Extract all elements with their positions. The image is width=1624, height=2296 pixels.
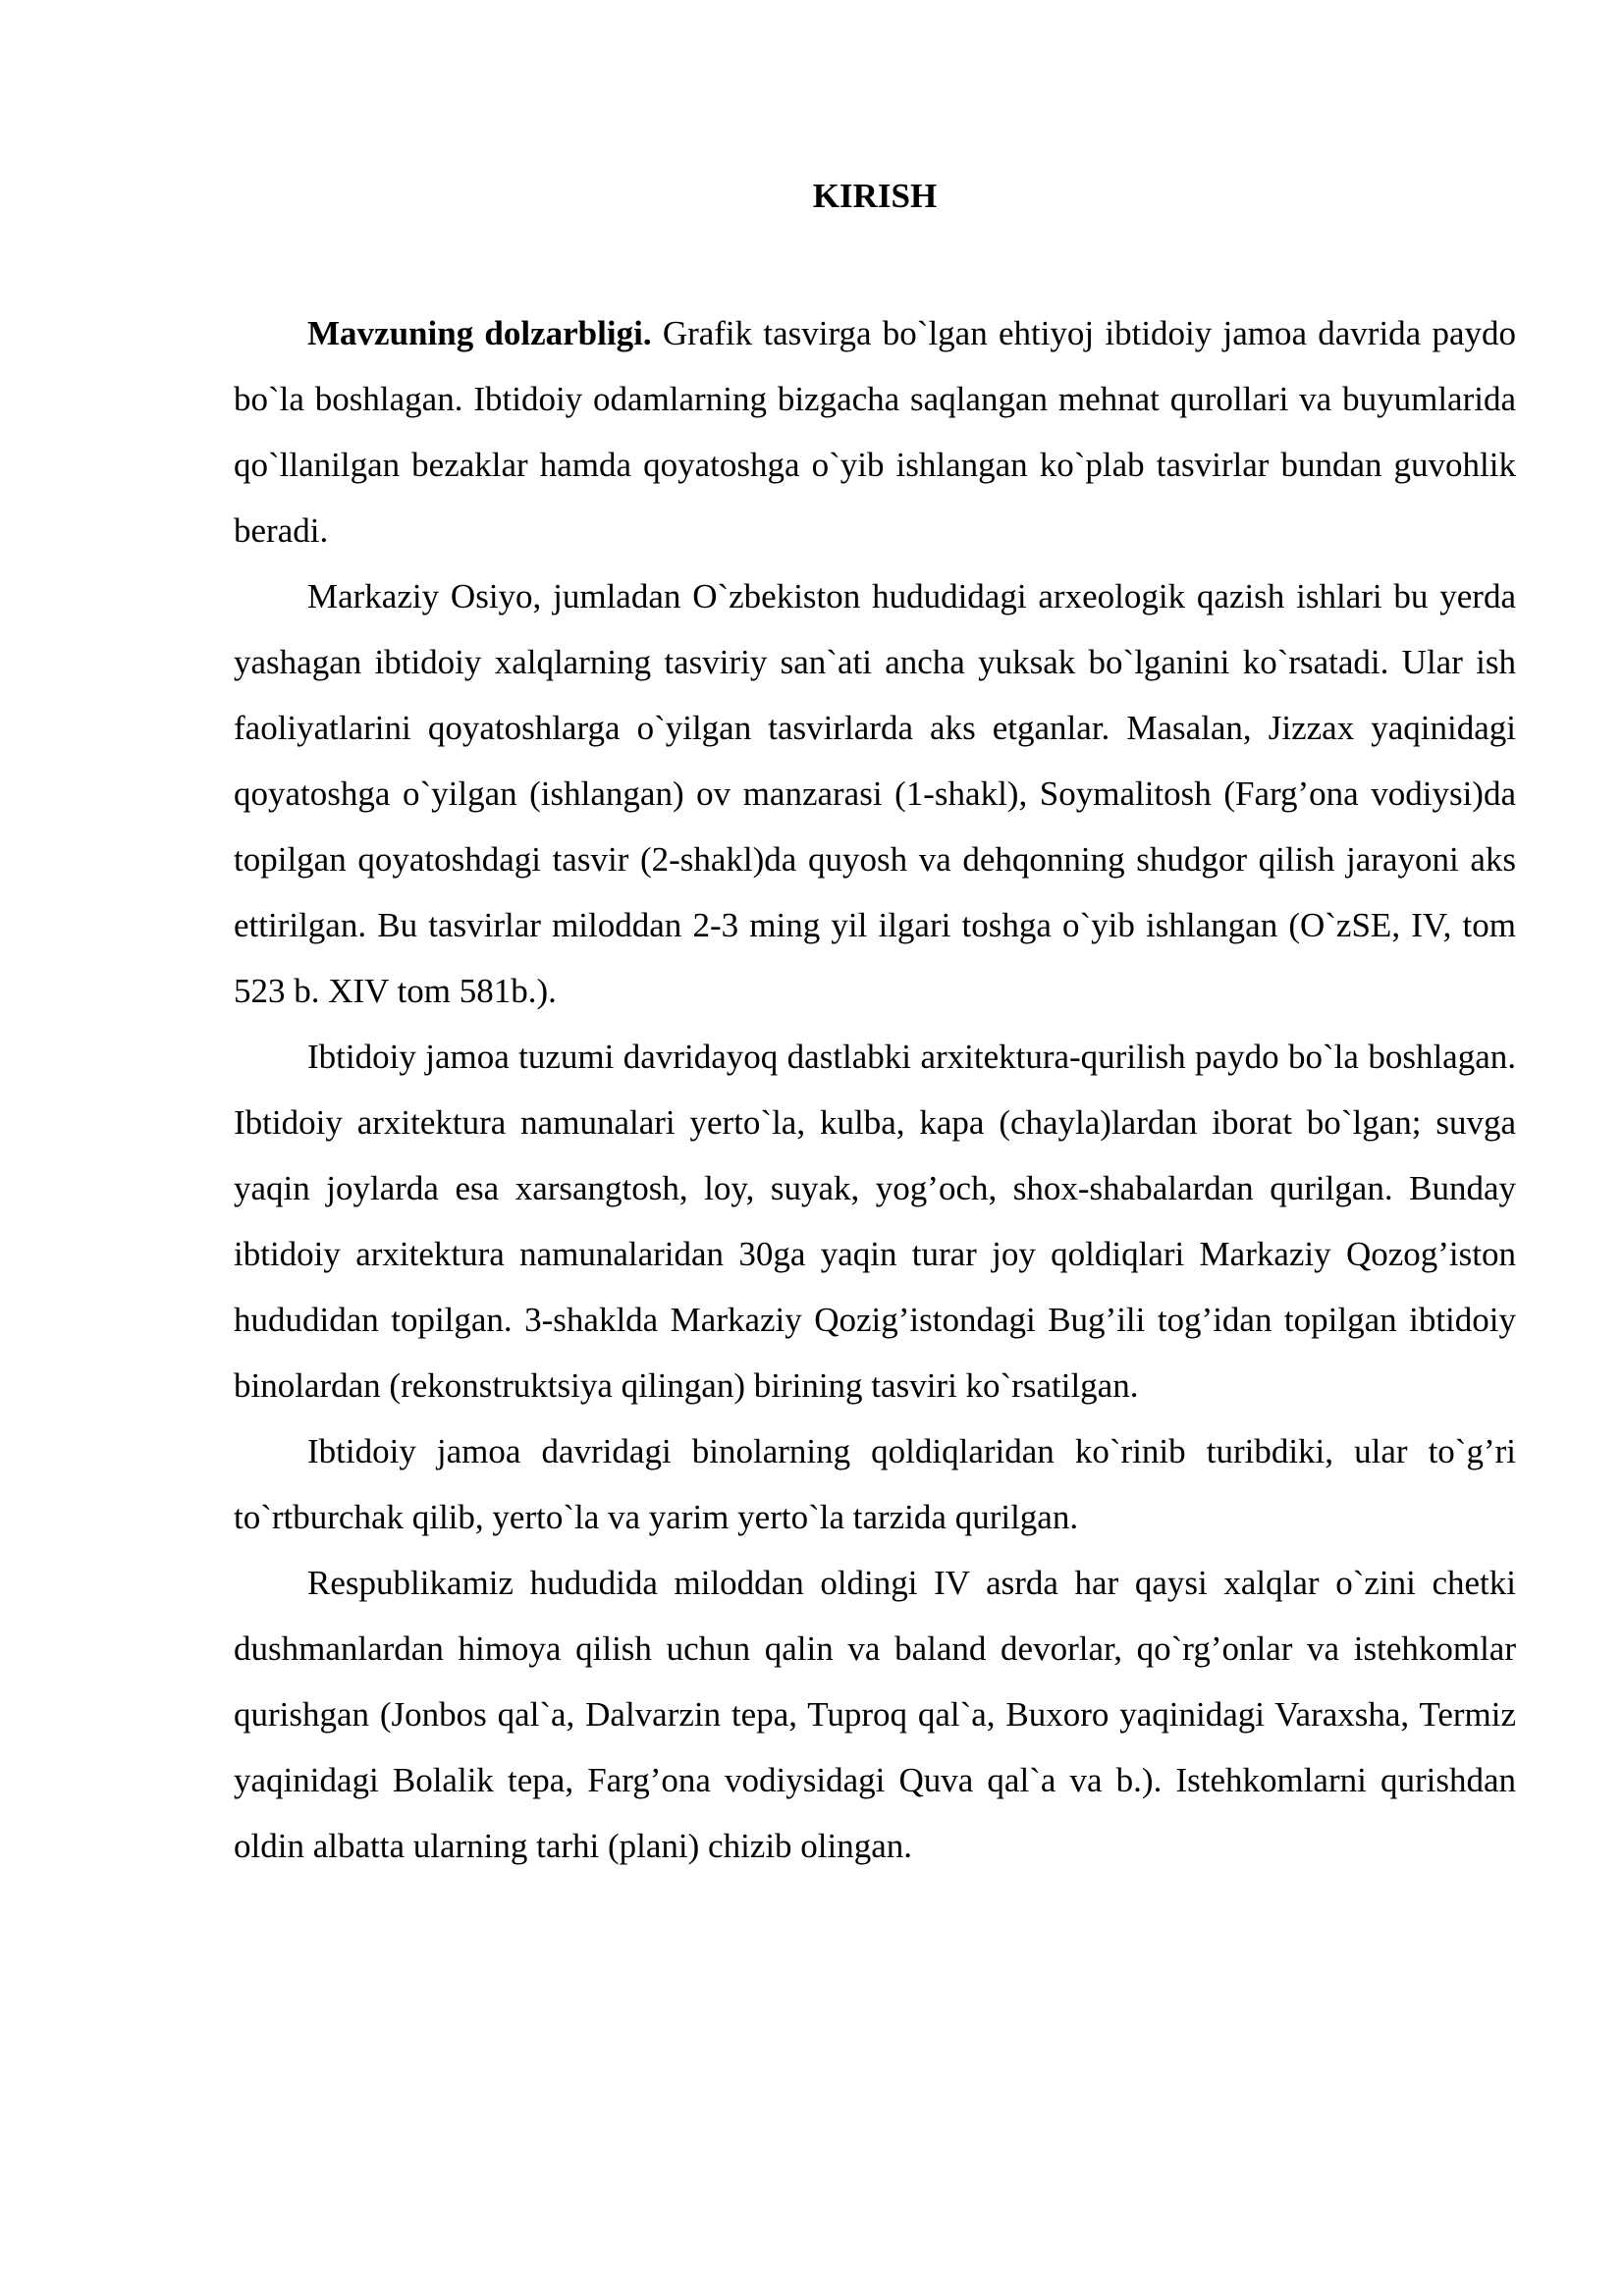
paragraph-lead: Mavzuning dolzarbligi. <box>307 314 652 352</box>
paragraph-buildings: Ibtidoiy jamoa davridagi binolarning qoldiqlaridan ko`rinib turibdiki, ular to`g’ri to`rtburchak qilib, yerto`la va yarim yerto`la tarzida qurilgan. <box>234 1432 1516 1536</box>
paragraph-central-asia: Markaziy Osiyo, jumladan O`zbekiston hududidagi arxeologik qazish ishlari bu yerda yashagan ibtidoiy xalqlarning tasviriy san`ati ancha yuksak bo`lganini ko`rsatadi. Ular ish faoliyatlarini qoyatoshlarga o`yilgan tasvirlarda aks etganlar. Masalan, Jizzax yaqinidagi qoyatoshga o`yilgan (ishlangan) ov manzarasi (1-shakl), Soymalitosh (Farg’ona vodiysi)da topilgan qoyatoshdagi tasvir (2-shakl)da quyosh va dehqonning shudgor qilish jarayoni aks ettirilgan. Bu tasvirlar miloddan 2-3 ming yil ilgari toshga o`yib ishlangan (O`zSE, IV, tom 523 b. XIV tom 581b.). <box>234 577 1516 1010</box>
paragraph-fortifications: Respublikamiz hududida miloddan oldingi IV asrda har qaysi xalqlar o`zini chetki dushmanlardan himoya qilish uchun qalin va baland devorlar, qo`rg’onlar va istehkomlar qurishgan (Jonbos qal`a, Dalvarzin tepa, Tuproq qal`a, Buxoro yaqinidagi Varaxsha, Termiz yaqinidagi Bolalik tepa, Farg’ona vodiysidagi Quva qal`a va b.). Istehkomlarni qurishdan oldin albatta ularning tarhi (plani) chizib olingan. <box>234 1564 1516 1865</box>
paragraph-architecture: Ibtidoiy jamoa tuzumi davridayoq dastlabki arxitektura-qurilish paydo bo`la boshlagan. Ibtidoiy arxitektura namunalari yerto`la, kulba, kapa (chayla)lardan iborat bo`lgan; suvga yaqin joylarda esa xarsangtosh, loy, suyak, yog’och, shox-shabalardan qurilgan. Bunday ibtidoiy arxitektura namunalaridan 30ga yaqin turar joy qoldiqlari Markaziy Qozog’iston hududidan topilgan. 3-shaklda Markaziy Qozig’istondagi Bug’ili tog’idan topilgan ibtidoiy binolardan (rekonstruktsiya qilingan) birining tasviri ko`rsatilgan. <box>234 1038 1516 1405</box>
paragraph-text: Grafik tasvirga bo`lgan ehtiyoj ibtidoiy jamoa davrida paydo bo`la boshlagan. Ibtidoiy odamlarning bizgacha saqlangan mehnat qurollari va buyumlarida qo`llanilgan bezaklar hamda qoyatoshga o`yib ishlangan ko`plab tasvirlar bundan guvohlik beradi. <box>234 314 1516 550</box>
paragraph-relevance <box>234 300 1516 563</box>
document-body <box>234 300 1516 1879</box>
document-title: KIRISH <box>812 177 938 215</box>
